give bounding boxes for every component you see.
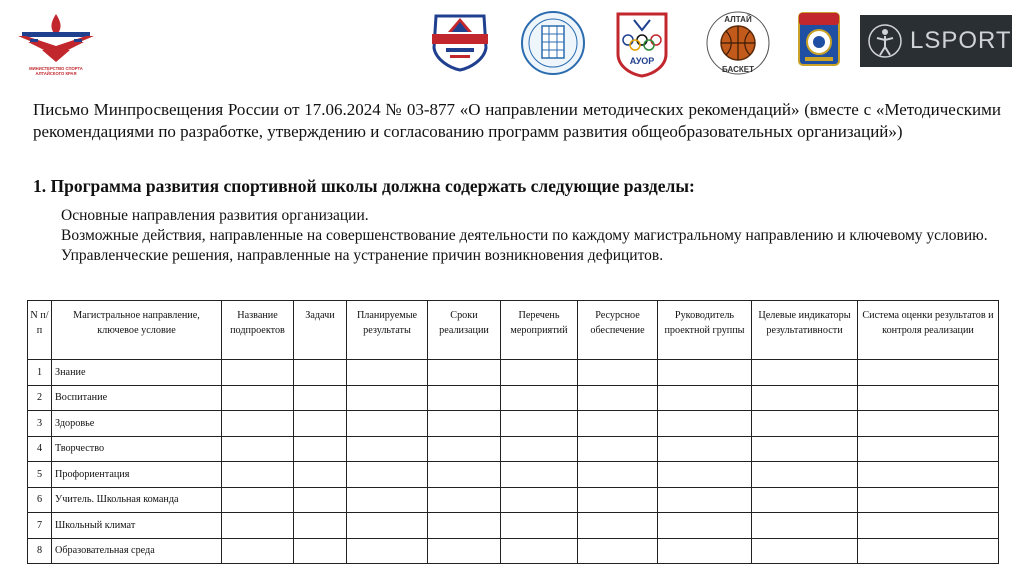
empty-cell — [858, 385, 999, 411]
empty-cell — [294, 436, 347, 462]
empty-cell — [858, 513, 999, 539]
empty-cell — [222, 411, 294, 437]
ministry-sport-altai-logo — [14, 12, 98, 84]
auor-olympic-logo — [614, 10, 670, 83]
empty-cell — [347, 436, 428, 462]
row-direction-cell: Образовательная среда — [52, 538, 222, 564]
logo-caption — [14, 66, 98, 76]
empty-cell — [858, 487, 999, 513]
altai-basket-logo — [703, 10, 773, 81]
empty-cell — [858, 462, 999, 488]
empty-cell — [294, 360, 347, 386]
section-body — [33, 206, 991, 266]
paragraph-main-directions: Основные направления развития организации. — [61, 207, 369, 224]
col-header-evaluation-system: Система оценки результатов и контроля реализации — [858, 301, 999, 360]
empty-cell — [347, 538, 428, 564]
row-number-cell: 1 — [28, 360, 52, 386]
empty-cell — [294, 411, 347, 437]
shield-icon — [428, 10, 492, 72]
olympic-rings-icon — [614, 10, 670, 78]
row-direction-cell: Профориентация — [52, 462, 222, 488]
empty-cell — [347, 360, 428, 386]
empty-cell — [347, 385, 428, 411]
col-header-direction: Магистральное направление, ключевое условие — [52, 301, 222, 360]
empty-cell — [578, 411, 658, 437]
empty-cell — [752, 513, 858, 539]
col-header-planned-results: Планируемые результаты — [347, 301, 428, 360]
letter-title: Письмо Минпросвещения России от 17.06.2024 № 03-877 «О направлении методических рекомендаций» (вместе с «Методическими рекомендациями по разработке, утверждению и согласованию программ развития общеобразовательных организаций») — [33, 100, 1001, 141]
row-direction-cell: Учитель. Школьная команда — [52, 487, 222, 513]
col-header-project-lead: Руководитель проектной группы — [658, 301, 752, 360]
empty-cell — [658, 513, 752, 539]
building-seal-icon — [520, 10, 586, 76]
basketball-icon — [703, 10, 773, 76]
empty-cell — [294, 385, 347, 411]
empty-cell — [858, 436, 999, 462]
badge-icon — [796, 10, 842, 68]
empty-cell — [578, 462, 658, 488]
logo-caption-line2: АЛТАЙСКОГО КРАЯ — [35, 71, 77, 76]
lsport-logo — [860, 15, 1012, 67]
table-row — [28, 513, 999, 539]
university-seal-logo — [520, 10, 586, 81]
empty-cell — [658, 462, 752, 488]
table-row — [28, 487, 999, 513]
paragraph-possible-actions: Возможные действия, направленные на совершенствование деятельности по каждому магистральному направлению и ключевому условию. — [61, 227, 988, 244]
ministry-emblem-icon — [16, 12, 96, 64]
empty-cell — [578, 385, 658, 411]
empty-cell — [428, 487, 501, 513]
empty-cell — [658, 411, 752, 437]
table-row — [28, 360, 999, 386]
empty-cell — [501, 487, 578, 513]
row-number-cell: 4 — [28, 436, 52, 462]
empty-cell — [501, 462, 578, 488]
auor-text: АУОР — [629, 56, 655, 66]
empty-cell — [858, 360, 999, 386]
empty-cell — [501, 360, 578, 386]
empty-cell — [658, 360, 752, 386]
row-number-cell: 7 — [28, 513, 52, 539]
empty-cell — [501, 411, 578, 437]
section-title: 1. Программа развития спортивной школы должна содержать следующие разделы: — [33, 176, 695, 196]
empty-cell — [222, 513, 294, 539]
empty-cell — [501, 385, 578, 411]
empty-cell — [858, 538, 999, 564]
sports-club-badge-logo — [796, 10, 842, 73]
row-direction-cell: Творчество — [52, 436, 222, 462]
empty-cell — [858, 411, 999, 437]
empty-cell — [658, 385, 752, 411]
empty-cell — [428, 385, 501, 411]
col-header-tasks: Задачи — [294, 301, 347, 360]
col-header-deadlines: Сроки реализации — [428, 301, 501, 360]
empty-cell — [428, 538, 501, 564]
empty-cell — [222, 436, 294, 462]
empty-cell — [752, 538, 858, 564]
empty-cell — [294, 513, 347, 539]
empty-cell — [222, 487, 294, 513]
table-header-row — [28, 301, 999, 360]
basket-text: БАСКЕТ — [722, 65, 754, 74]
shield-emblem-logo — [428, 10, 492, 77]
empty-cell — [222, 385, 294, 411]
empty-cell — [752, 436, 858, 462]
empty-cell — [347, 487, 428, 513]
paragraph-management-decisions: Управленческие решения, направленные на устранение причин возникновения дефицитов. — [61, 247, 664, 264]
col-header-target-indicators: Целевые индикаторы результативности — [752, 301, 858, 360]
empty-cell — [501, 436, 578, 462]
empty-cell — [222, 538, 294, 564]
empty-cell — [658, 436, 752, 462]
logo-caption-line1: МИНИСТЕРСТВО СПОРТА — [29, 66, 83, 71]
empty-cell — [578, 513, 658, 539]
lsport-text: LSPORT — [910, 27, 1012, 54]
table-row — [28, 436, 999, 462]
empty-cell — [658, 538, 752, 564]
table-row — [28, 462, 999, 488]
empty-cell — [428, 411, 501, 437]
empty-cell — [752, 360, 858, 386]
table-row — [28, 538, 999, 564]
col-header-resources: Ресурсное обеспечение — [578, 301, 658, 360]
empty-cell — [578, 436, 658, 462]
empty-cell — [428, 462, 501, 488]
empty-cell — [428, 436, 501, 462]
empty-cell — [752, 411, 858, 437]
empty-cell — [347, 411, 428, 437]
table-row — [28, 385, 999, 411]
athlete-icon — [868, 21, 902, 61]
row-direction-cell: Школьный климат — [52, 513, 222, 539]
row-direction-cell: Воспитание — [52, 385, 222, 411]
row-direction-cell: Знание — [52, 360, 222, 386]
empty-cell — [752, 385, 858, 411]
col-header-activities: Перечень мероприятий — [501, 301, 578, 360]
empty-cell — [578, 360, 658, 386]
row-number-cell: 3 — [28, 411, 52, 437]
empty-cell — [752, 462, 858, 488]
program-table — [27, 300, 999, 564]
row-number-cell: 6 — [28, 487, 52, 513]
empty-cell — [578, 538, 658, 564]
empty-cell — [578, 487, 658, 513]
row-number-cell: 5 — [28, 462, 52, 488]
row-direction-cell: Здоровье — [52, 411, 222, 437]
empty-cell — [222, 360, 294, 386]
empty-cell — [294, 487, 347, 513]
col-header-subprojects: Название подпроектов — [222, 301, 294, 360]
row-number-cell: 8 — [28, 538, 52, 564]
empty-cell — [347, 462, 428, 488]
empty-cell — [501, 538, 578, 564]
empty-cell — [658, 487, 752, 513]
empty-cell — [752, 487, 858, 513]
table-row — [28, 411, 999, 437]
col-header-number: N п/п — [28, 301, 52, 360]
altai-text: АЛТАЙ — [724, 15, 752, 24]
empty-cell — [428, 360, 501, 386]
empty-cell — [294, 538, 347, 564]
row-number-cell: 2 — [28, 385, 52, 411]
empty-cell — [347, 513, 428, 539]
empty-cell — [222, 462, 294, 488]
empty-cell — [501, 513, 578, 539]
empty-cell — [294, 462, 347, 488]
empty-cell — [428, 513, 501, 539]
